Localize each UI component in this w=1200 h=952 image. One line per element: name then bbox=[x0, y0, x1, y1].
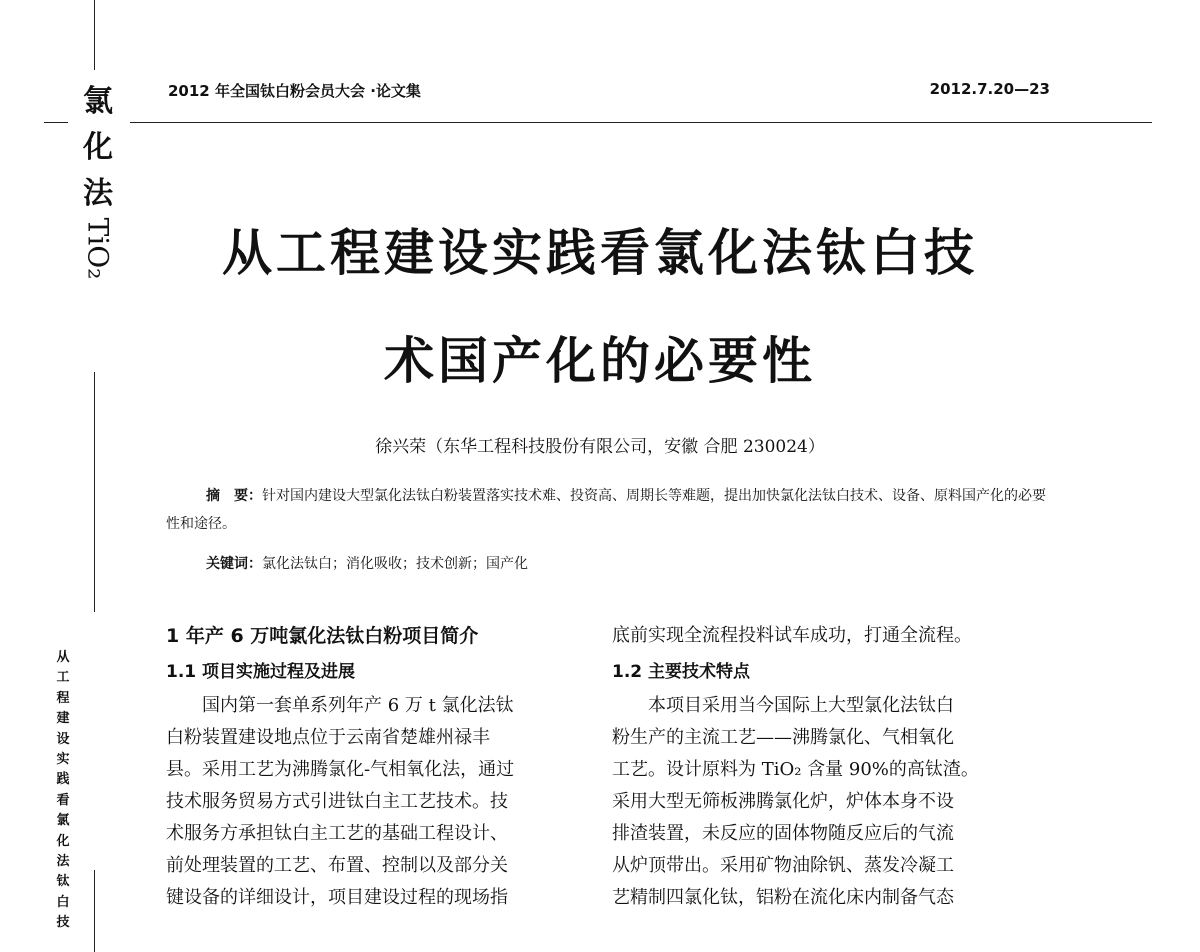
sidebar-tick-rule bbox=[44, 122, 68, 123]
keywords-label: 关键词： bbox=[206, 556, 262, 572]
sidebar-vertical-title bbox=[53, 648, 73, 934]
body-line: 工艺。设计原料为 TiO₂ 含量 90%的高钛渣。 bbox=[612, 759, 979, 780]
sidebar-tio2: TiO₂ bbox=[81, 217, 115, 280]
vertical-char: 设 bbox=[56, 731, 70, 747]
body-line: 粉生产的主流工艺——沸腾氯化、气相氧化 bbox=[612, 727, 954, 748]
sidebar-char: 氯 bbox=[83, 84, 113, 119]
body-line: 术服务方承担钛白主工艺的基础工程设计、 bbox=[166, 823, 508, 844]
conference-date: 2012.7.20—23 bbox=[929, 80, 1050, 98]
body-line: 前处理装置的工艺、布置、控制以及部分关 bbox=[166, 855, 508, 876]
keywords-text: 氯化法钛白；消化吸收；技术创新；国产化 bbox=[262, 556, 528, 572]
vertical-char: 从 bbox=[56, 650, 70, 665]
header-rule bbox=[130, 122, 1152, 123]
conference-header: 2012 年全国钛白粉会员大会 ·论文集 bbox=[168, 82, 421, 100]
body-line: 本项目采用当今国际上大型氯化法钛白 bbox=[648, 695, 954, 716]
left-column bbox=[166, 618, 606, 914]
sidebar-top-rule bbox=[94, 0, 95, 70]
keywords bbox=[166, 550, 1046, 578]
vertical-char: 化 bbox=[56, 833, 70, 849]
vertical-char: 建 bbox=[56, 711, 70, 727]
body-line: 国内第一套单系列年产 6 万 t 氯化法钛 bbox=[202, 695, 514, 716]
abstract bbox=[166, 482, 1046, 538]
body-line: 键设备的详细设计，项目建设过程的现场指 bbox=[166, 887, 508, 908]
vertical-char: 白 bbox=[56, 894, 70, 910]
section-heading-1-2: 1.2 主要技术特点 bbox=[612, 662, 751, 682]
vertical-char: 技 bbox=[56, 915, 70, 931]
sidebar-title bbox=[78, 76, 118, 280]
body-line: 艺精制四氯化钛，铝粉在流化床内制备气态 bbox=[612, 887, 954, 908]
vertical-char: 氯 bbox=[56, 813, 70, 829]
body-line: 采用大型无筛板沸腾氯化炉，炉体本身不设 bbox=[612, 791, 954, 812]
right-column bbox=[612, 618, 1052, 914]
body-line: 从炉顶带出。采用矿物油除钒、蒸发冷凝工 bbox=[612, 855, 954, 876]
vertical-char: 法 bbox=[56, 854, 70, 870]
paper-title-line-2: 术国产化的必要性 bbox=[384, 332, 816, 390]
vertical-char: 践 bbox=[56, 772, 70, 788]
vertical-char: 看 bbox=[56, 792, 70, 808]
paper-title-line-1: 从工程建设实践看氯化法钛白技 bbox=[222, 224, 978, 282]
sidebar-bottom-rule bbox=[94, 870, 95, 952]
vertical-char: 实 bbox=[56, 752, 70, 768]
sidebar-char: 化 bbox=[83, 130, 113, 165]
body-line: 白粉装置建设地点位于云南省楚雄州禄丰 bbox=[166, 727, 490, 748]
sidebar-char: 法 bbox=[83, 176, 113, 211]
author-affiliation: 徐兴荣（东华工程科技股份有限公司，安徽 合肥 230024） bbox=[375, 437, 825, 457]
abstract-text: 针对国内建设大型氯化法钛白粉装置落实技术难、投资高、周期长等难题，提出加快氯化法钛白技术、设备、原料国产化的必要性和途径。 bbox=[166, 488, 1046, 532]
body-continuation: 底前实现全流程投料试车成功，打通全流程。 bbox=[612, 625, 972, 646]
vertical-char: 工 bbox=[56, 670, 70, 686]
abstract-label: 摘 要： bbox=[206, 488, 262, 504]
body-line: 技术服务贸易方式引进钛白主工艺技术。技 bbox=[166, 791, 508, 812]
vertical-char: 钛 bbox=[56, 874, 70, 890]
section-heading-1-1: 1.1 项目实施过程及进展 bbox=[166, 662, 356, 682]
body-line: 排渣装置，未反应的固体物随反应后的气流 bbox=[612, 823, 954, 844]
body-line: 县。采用工艺为沸腾氯化-气相氧化法，通过 bbox=[166, 759, 515, 780]
section-heading-1: 1 年产 6 万吨氯化法钛白粉项目简介 bbox=[166, 625, 479, 647]
sidebar-mid-rule bbox=[94, 372, 95, 612]
vertical-char: 程 bbox=[56, 690, 70, 706]
